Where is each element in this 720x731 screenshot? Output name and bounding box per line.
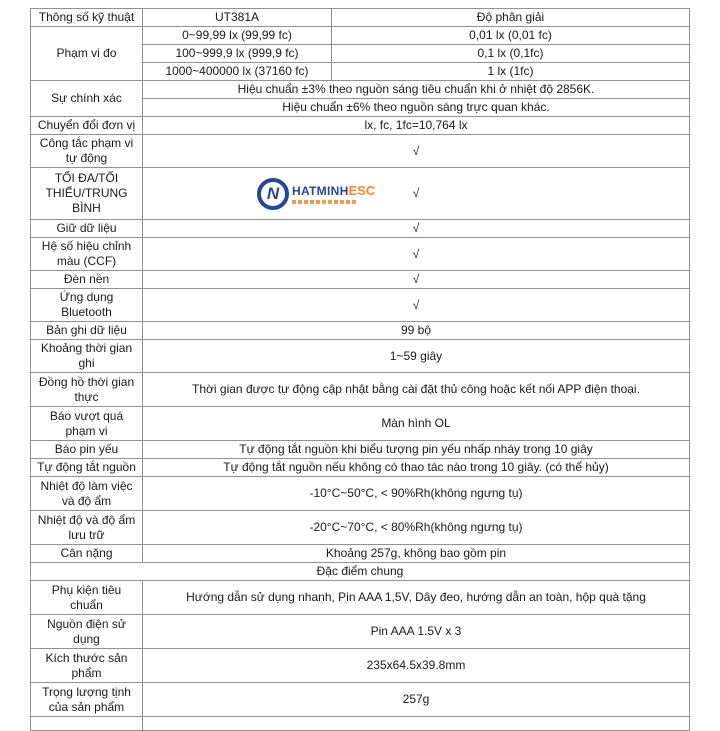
- spec-label-cell: Nhiệt độ và độ ẩm lưu trữ: [31, 511, 143, 545]
- spec-label-cell: Phụ kiện tiêu chuẩn: [31, 581, 143, 615]
- table-row-power-supply: [31, 615, 690, 649]
- clipped-value-cell: [143, 717, 690, 731]
- table-row-backlight: [31, 271, 690, 289]
- table-row-max-min-avg: [31, 168, 690, 220]
- spec-label-cell: TỐI ĐA/TỐI THIỂU/TRUNG BÌNH: [31, 168, 143, 220]
- spec-value-cell: Tự động tắt nguồn nếu không có thao tác nào trong 10 giây. (có thể hủy): [143, 459, 690, 477]
- table-row-low-battery: [31, 441, 690, 459]
- range-3-resolution: 1 lx (1fc): [332, 63, 690, 81]
- general-section-title: Đặc điểm chung: [31, 563, 690, 581]
- spec-value-cell: -10°C~50°C, < 90%Rh(không ngưng tụ): [143, 477, 690, 511]
- spec-label-cell: Trọng lượng tịnh của sản phẩm: [31, 683, 143, 717]
- spec-value-cell: Pin AAA 1.5V x 3: [143, 615, 690, 649]
- spec-label-cell: Đèn nền: [31, 271, 143, 289]
- spec-label-cell: Nguồn điện sử dụng: [31, 615, 143, 649]
- table-row-operating-temp: [31, 477, 690, 511]
- spec-value-cell: Tự động tắt nguồn khi biểu tượng pin yếu nhấp nháy trong 10 giây: [143, 441, 690, 459]
- spec-label-cell: Nhiệt độ làm việc và độ ẩm: [31, 477, 143, 511]
- spec-value-cell: √: [143, 135, 690, 168]
- spec-label-cell: Công tắc phạm vi tự động: [31, 135, 143, 168]
- table-header-row: [31, 9, 690, 27]
- spec-value-cell: [143, 168, 690, 220]
- table-row-clipped: [31, 717, 690, 731]
- spec-value-cell: 235x64.5x39.8mm: [143, 649, 690, 683]
- accuracy-label-cell: Sự chính xác: [31, 81, 143, 117]
- range-2-value: 100~999,9 lx (999,9 fc): [143, 45, 332, 63]
- table-row-data-records: [31, 322, 690, 340]
- table-row-range-1: [31, 27, 690, 45]
- spec-value-cell: Hướng dẫn sử dụng nhanh, Pin AAA 1,5V, Dây đeo, hướng dẫn an toàn, hộp quà tặng: [143, 581, 690, 615]
- table-row-storage-temp: [31, 511, 690, 545]
- nhatminh-esc-logo: [257, 178, 375, 210]
- table-row-data-hold: [31, 220, 690, 238]
- checkmark: √: [412, 186, 420, 200]
- table-row-bluetooth-app: [31, 289, 690, 322]
- range-label-cell: Phạm vi đo: [31, 27, 143, 81]
- table-row-ccf: [31, 238, 690, 271]
- header-resolution: Độ phân giải: [332, 9, 690, 27]
- spec-value-cell: Khoảng 257g, không bao gồm pin: [143, 545, 690, 563]
- spec-label-cell: Khoảng thời gian ghi: [31, 340, 143, 373]
- spec-value-cell: Thời gian được tự động cập nhật bằng cài đặt thủ công hoặc kết nối APP điện thoại.: [143, 373, 690, 407]
- spec-value-cell: Màn hình OL: [143, 407, 690, 441]
- spec-label-cell: Cân nặng: [31, 545, 143, 563]
- clipped-label-cell: [31, 717, 143, 731]
- table-row-general-section-header: [31, 563, 690, 581]
- logo-name-text: HATMINH: [292, 183, 349, 198]
- range-1-resolution: 0,01 lx (0,01 fc): [332, 27, 690, 45]
- accuracy-2-value: Hiệu chuẩn ±6% theo nguồn sáng trực quan khác.: [143, 99, 690, 117]
- range-3-value: 1000~400000 lx (37160 fc): [143, 63, 332, 81]
- table-row-unit-conversion: [31, 117, 690, 135]
- spec-label-cell: Chuyển đổi đơn vị: [31, 117, 143, 135]
- table-row-product-size: [31, 649, 690, 683]
- logo-suffix-text: ESC: [348, 182, 376, 198]
- spec-value-cell: √: [143, 289, 690, 322]
- table-row-real-time-clock: [31, 373, 690, 407]
- table-row-weight: [31, 545, 690, 563]
- spec-value-cell: 257g: [143, 683, 690, 717]
- table-row-auto-power-off: [31, 459, 690, 477]
- table-row-accuracy-1: [31, 81, 690, 99]
- spec-label-cell: Giữ dữ liệu: [31, 220, 143, 238]
- spec-label-cell: Hệ số hiệu chỉnh màu (CCF): [31, 238, 143, 271]
- spec-label-cell: Bản ghi dữ liệu: [31, 322, 143, 340]
- table-row-over-range: [31, 407, 690, 441]
- spec-label-cell: Kích thước sản phẩm: [31, 649, 143, 683]
- spec-value-cell: √: [143, 238, 690, 271]
- spec-label-cell: Báo pin yếu: [31, 441, 143, 459]
- logo-wordmark: [292, 184, 375, 204]
- logo-tagline-strip: [292, 200, 356, 204]
- spec-label-cell: Đồng hồ thời gian thực: [31, 373, 143, 407]
- table-row-net-weight: [31, 683, 690, 717]
- spec-label-cell: Báo vượt quá phạm vi: [31, 407, 143, 441]
- accuracy-1-value: Hiệu chuẩn ±3% theo nguồn sáng tiêu chuẩn khi ở nhiệt độ 2856K.: [143, 81, 690, 99]
- spec-value-cell: √: [143, 220, 690, 238]
- header-spec-label: Thông số kỹ thuật: [31, 9, 143, 27]
- spec-value-cell: -20°C~70°C, < 80%Rh(không ngưng tụ): [143, 511, 690, 545]
- table-row-auto-range: [31, 135, 690, 168]
- header-model: UT381A: [143, 9, 332, 27]
- range-2-resolution: 0,1 lx (0,1fc): [332, 45, 690, 63]
- table-row-standard-accessories: [31, 581, 690, 615]
- spec-label-cell: Ứng dụng Bluetooth: [31, 289, 143, 322]
- spec-value-cell: √: [143, 271, 690, 289]
- logo-n-monogram-icon: [257, 178, 289, 210]
- spec-table: [30, 8, 690, 731]
- table-row-recording-interval: [31, 340, 690, 373]
- logo-monogram-letter: N: [266, 184, 280, 203]
- spec-value-cell: 1~59 giây: [143, 340, 690, 373]
- spec-value-cell: lx, fc, 1fc=10,764 lx: [143, 117, 690, 135]
- spec-label-cell: Tự động tắt nguồn: [31, 459, 143, 477]
- range-1-value: 0~99,99 lx (99,99 fc): [143, 27, 332, 45]
- spec-value-cell: 99 bộ: [143, 322, 690, 340]
